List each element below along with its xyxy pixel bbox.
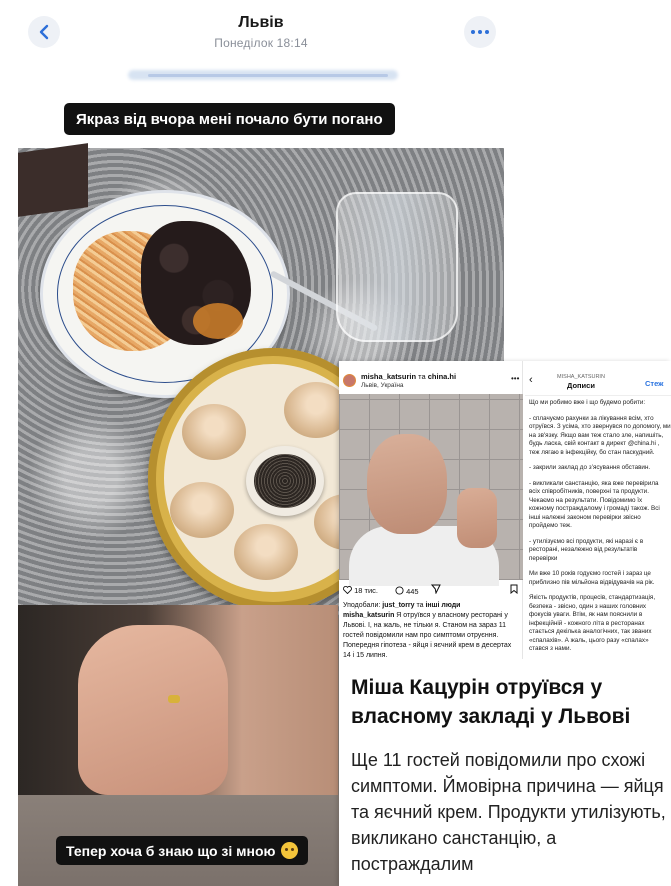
timestamp: Понеділок 18:14 [214,36,308,50]
post-photo [339,394,523,580]
post-paragraph: - утилізуємо всі продукти, які наразі є в ресторані, незалежно від результатів перевірки [529,537,644,562]
follow-button[interactable]: Стеж [645,379,664,388]
face [367,434,447,534]
liked-others[interactable]: інші люди [425,602,461,609]
post-more-icon[interactable]: ••• [511,374,520,383]
post-header [343,370,523,394]
post-actions [343,584,523,598]
story-header [18,0,504,148]
liked-prefix: Уподобали: [343,602,383,609]
news-lead: Ще 11 гостей повідомили про схожі симптоми. Ймовірна причина — яйця та яєчний крем. Продукти утилізують, викликано санстанцію, а постраждалим [351,750,666,874]
napkin [18,143,88,217]
caption-bottom [56,836,308,865]
post-author-connector: та [416,372,428,381]
save-button[interactable] [510,584,518,596]
posts-title: Дописи [567,381,595,390]
post-paragraph: Що ми робимо вже і що будемо робити: [529,399,646,406]
posts-header [525,370,671,396]
post-username[interactable]: misha_katsurin [361,372,417,381]
blurred-text-line [148,74,388,77]
post-paragraph: - викликали санстанцію, яка вже перевірила всіх співробітників, поверхні та продукти. Чекаємо на результати. Повідомимо їх кожному постраждалому і громаді також. Всі інші належні законом перевірки звісно пройдемо теж. [529,479,660,529]
liked-by [343,602,460,609]
post-paragraph: - сплачуємо рахунки за лікування всім, хто отруївся. З усіма, хто звернувся по допомогу, ми на зв'язку. Якщо вам теж стало зле, напишіть, будь ласка, свій контакт в директ @china.hi , теж лягаю в інфекційку, бо стан паскудний. [529,414,671,456]
hand-photo [18,605,338,795]
post-full-text [529,399,671,661]
location-title: Львів [238,14,284,31]
caption-top: Якраз від вчора мені почало бути погано [64,103,395,135]
instagram-post [339,361,523,659]
post-caption [343,611,519,661]
bookmark-icon [510,584,518,594]
post-paragraph: Якість продуктів, процесів, стандартизація, безпека - звісно, один з наших головних фокусів уваги. Втім, як нам пояснили в інфекційній - кожного літа в ресторанах стається декілька аналогічних, так званих «спалахів». А жаль, цього разу «спалах» стався з нами. [529,594,656,652]
post-authors[interactable] [361,372,456,381]
comments-count: 445 [406,587,419,596]
sauce [193,303,243,339]
news-article-card [339,361,671,886]
peace-sign-hand [457,488,497,548]
likes-count: 18 тис. [354,586,378,595]
news-headline[interactable]: Міша Кацурін отруївся у власному закладі у Львові [351,676,631,728]
dumpling [234,524,298,580]
caption-username[interactable]: misha_katsurin [343,612,395,619]
caption-text: Я отруївся у власному ресторані у Львові. І, на жаль, не тільки я. Станом на зараз 11 гостей повідомили нам про симптоми отруєння. Попередня гіпотеза - яйця і яєчний крем в десертах 14 і 15 липня. [343,612,512,659]
worried-face-icon [281,842,298,859]
dipping-sauce [254,454,316,508]
back-chevron-icon[interactable]: ‹ [529,374,533,386]
dipping-bowl [246,446,324,516]
post-coauthor[interactable]: china.hi [427,372,457,381]
post-paragraph: - закрили заклад до зʼясування обставин. [529,464,651,471]
more-dots-icon [471,30,489,34]
water-glass [336,192,458,342]
posts-username: MISHA_KATSURIN [557,374,605,380]
ring [168,695,180,703]
like-button[interactable] [343,586,378,595]
avatar[interactable] [343,374,356,387]
liked-user[interactable]: just_torry [382,602,415,609]
post-paragraph: Ми вже 10 років годуємо гостей і зараз це приблизно пів мільйона відвідувачів на рік. [529,570,655,586]
comment-icon [395,586,404,595]
instagram-post-text-view [525,361,671,659]
dumpling [170,482,234,538]
liked-suffix: та [414,602,426,609]
more-button[interactable] [464,16,496,48]
post-location[interactable]: Львів, Україна [361,382,404,389]
share-button[interactable] [431,584,441,596]
send-icon [431,584,441,594]
comment-button[interactable] [395,586,419,596]
heart-icon [343,586,352,594]
caption-bottom-text: Тепер хоча б знаю що зі мною [66,842,276,859]
dumpling [182,404,246,460]
hand [78,625,228,795]
